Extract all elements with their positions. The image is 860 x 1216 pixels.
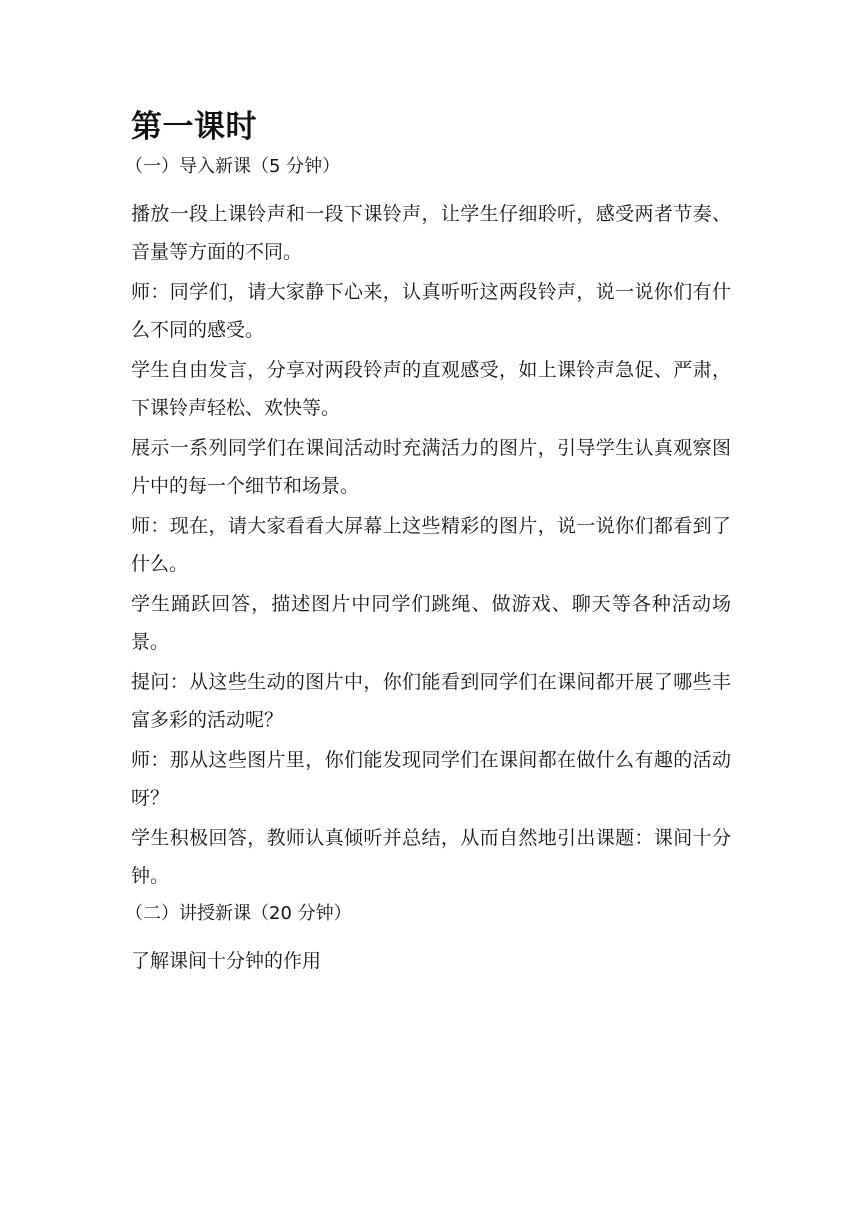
paragraph-1: 播放一段上课铃声和一段下课铃声，让学生仔细聆听，感受两者节奏、音量等方面的不同。 — [131, 203, 731, 263]
document-body — [125, 106, 731, 982]
paragraph-7: 提问：从这些生动的图片中，你们能看到同学们在课间都开展了哪些丰富多彩的活动呢？ — [131, 671, 731, 731]
paragraph-4: 展示一系列同学们在课间活动时充满活力的图片，引导学生认真观察图片中的每一个细节和场景。 — [131, 437, 731, 497]
paragraph-2: 师：同学们，请大家静下心来，认真听听这两段铃声，说一说你们有什么不同的感受。 — [131, 281, 731, 341]
paragraph-6: 学生踊跃回答，描述图片中同学们跳绳、做游戏、聊天等各种活动场景。 — [131, 593, 731, 653]
paragraph-5: 师：现在，请大家看看大屏幕上这些精彩的图片，说一说你们都看到了什么。 — [131, 515, 731, 575]
lesson-title: 第一课时 — [131, 109, 257, 145]
section-heading-intro: （一）导入新课（5 分钟） — [125, 156, 341, 177]
section-heading-new-lesson: （二）讲授新课（20 分钟） — [125, 903, 352, 924]
paragraph-9: 学生积极回答，教师认真倾听并总结，从而自然地引出课题：课间十分钟。 — [131, 827, 731, 887]
paragraph-10: 了解课间十分钟的作用 — [131, 950, 322, 972]
paragraph-8: 师：那从这些图片里，你们能发现同学们在课间都在做什么有趣的活动呀？ — [131, 749, 731, 809]
paragraph-3: 学生自由发言，分享对两段铃声的直观感受，如上课铃声急促、严肃，下课铃声轻松、欢快等。 — [131, 359, 731, 419]
